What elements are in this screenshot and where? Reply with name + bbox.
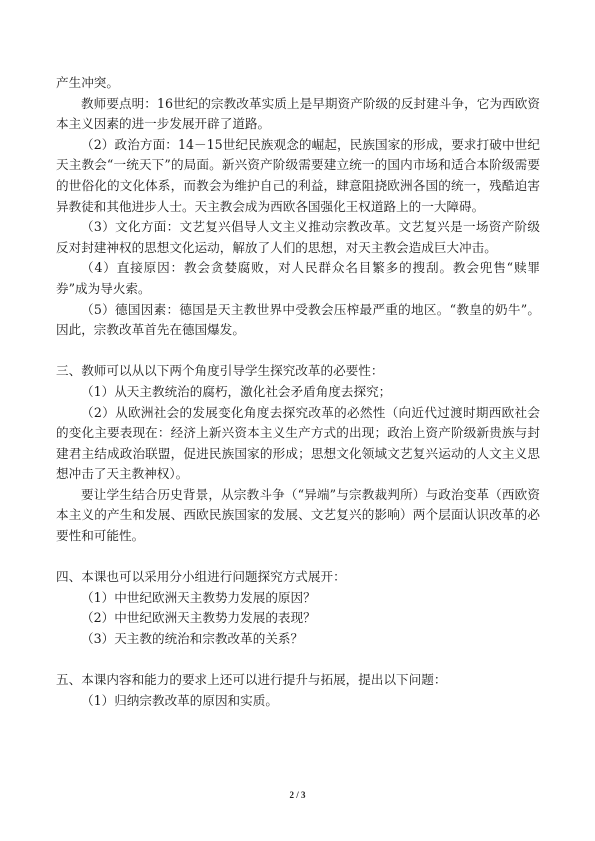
paragraph: （2）政治方面：14－15世纪民族观念的崛起，民族国家的形成，要求打破中世纪天主教会“一统天下”的局面。新兴资产阶级需要建立统一的国内市场和适合本阶级需要的世俗化的文化体系，而教会为维护自己的利益，肆意阻挠欧洲各国的统一，残酷迫害异教徒和其他进步人士。天主教会成为西欧各国强化王权道路上的一大障碍。 xyxy=(56,136,540,214)
paragraph: （1）归纳宗教改革的原因和实质。 xyxy=(81,692,278,708)
paragraph: （2）从欧洲社会的发展变化角度去探究改革的必然性（向近代过渡时期西欧社会的变化主要表现在：经济上新兴资本主义生产方式的出现；政治上资产阶级新贵族与封建君主结成政治联盟，促进民族国家的形成；思想文化领域文艺复兴运动的人文主义思想冲击了天主教神权）。 xyxy=(56,404,540,482)
paragraph-gap xyxy=(56,341,540,362)
paragraph: 三、教师可以从以下两个角度引导学生探究改革的必要性： xyxy=(56,363,384,379)
paragraph-gap xyxy=(56,547,540,568)
paragraph: 教师要点明：16世纪的宗教改革实质上是早期资产阶级的反封建斗争，它为西欧资本主义因素的进一步发展开辟了道路。 xyxy=(56,95,540,132)
paragraph: （5）德国因素：德国是天主教世界中受教会压榨最严重的地区。“教皇的奶牛”。因此，宗教改革首先在德国爆发。 xyxy=(56,301,540,338)
paragraph: 产生冲突。 xyxy=(56,75,119,90)
paragraph: （4）直接原因：教会贪婪腐败，对人民群众名目繁多的搜刮。教会兜售“赎罪券”成为导火索。 xyxy=(56,260,540,296)
paragraph: 五、本课内容和能力的要求上还可以进行提升与拓展，提出以下问题： xyxy=(56,672,447,688)
document-body xyxy=(56,73,540,711)
paragraph: （3）文化方面：文艺复兴倡导人文主义推动宗教改革。文艺复兴是一场资产阶级反对封建神权的思想文化运动，解放了人们的思想，对天主教会造成巨大冲击。 xyxy=(56,219,540,255)
paragraph: （2）中世纪欧洲天主教势力发展的表现？ xyxy=(81,610,316,626)
paragraph: （1）从天主教统治的腐朽，激化社会矛盾角度去探究； xyxy=(81,383,392,399)
paragraph: 四、本课也可以采用分小组进行问题探究方式展开： xyxy=(56,569,346,585)
page-number: 2 / 3 xyxy=(289,790,306,800)
paragraph-gap xyxy=(56,650,540,671)
paragraph: （3）天主教的统治和宗教改革的关系？ xyxy=(81,631,304,647)
paragraph: （1）中世纪欧洲天主教势力发展的原因？ xyxy=(81,589,316,605)
paragraph: 要让学生结合历史背景，从宗教斗争（“异端”与宗教裁判所）与政治变革（西欧资本主义的产生和发展、西欧民族国家的发展、文艺复兴的影响）两个层面认识改革的必要性和可能性。 xyxy=(56,486,540,544)
